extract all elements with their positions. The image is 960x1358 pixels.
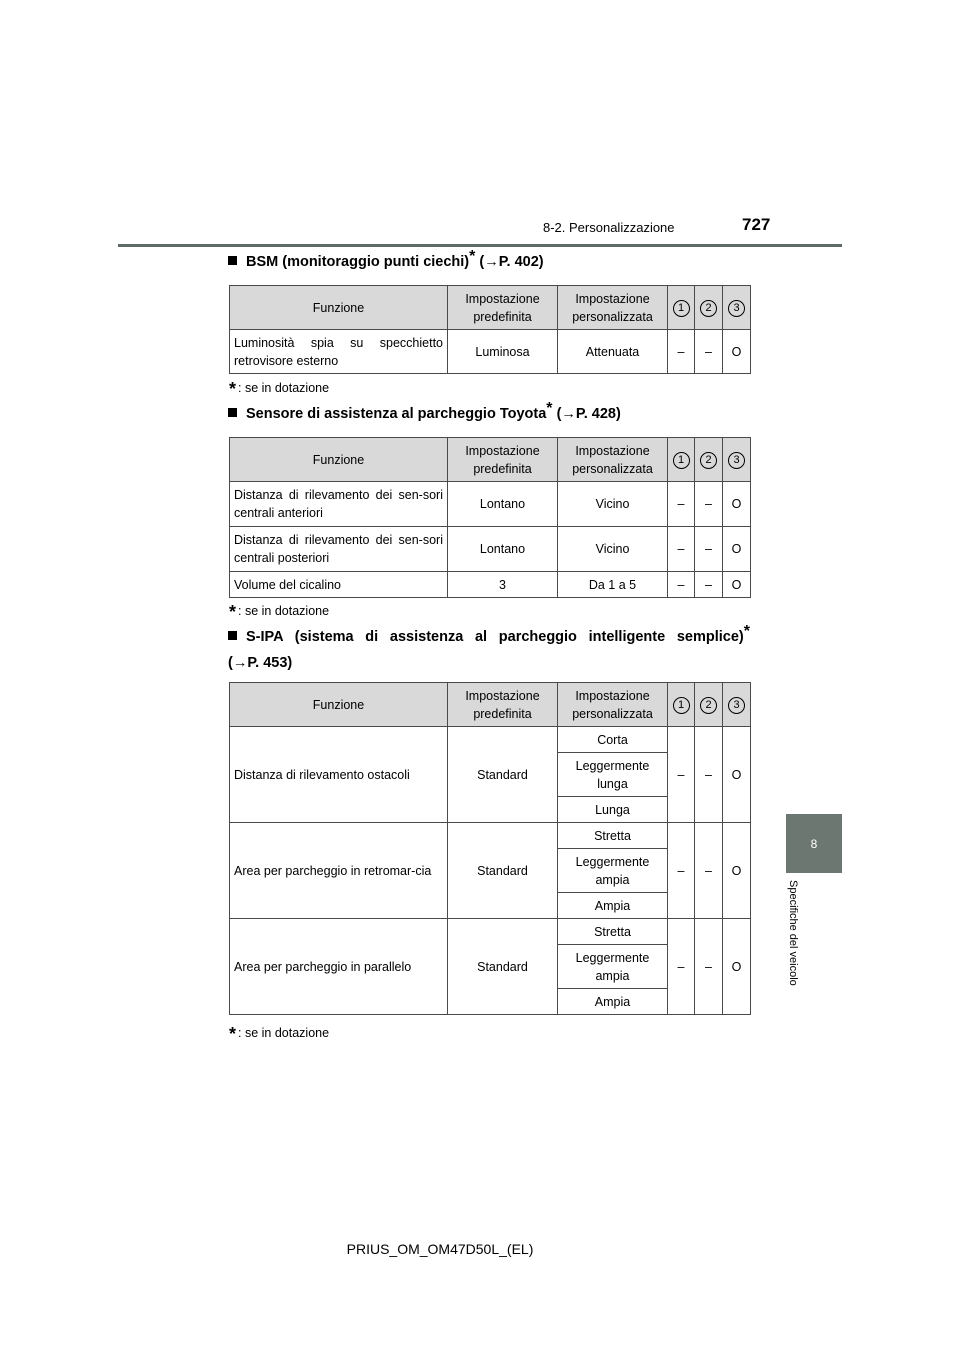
table-header-row: Funzione Impostazione predefinita Impostazione personalizzata 1 2 3 (230, 683, 751, 727)
circled-3-icon: 3 (728, 697, 745, 714)
square-bullet-icon (228, 631, 237, 640)
table-row: Volume del cicalino 3 Da 1 a 5 – – O (230, 572, 751, 598)
chapter-tab (786, 814, 842, 873)
chapter-number: 8 (810, 837, 818, 851)
table-header-row: Funzione Impostazione predefinita Impostazione personalizzata 1 2 3 (230, 286, 751, 330)
table-row: Area per parcheggio in retromar-cia Standard Stretta – – O (230, 823, 751, 849)
footnote: * : se in dotazione (229, 1024, 330, 1044)
square-bullet-icon (228, 408, 237, 417)
table-row: Area per parcheggio in parallelo Standard Stretta – – O (230, 919, 751, 945)
table-row: Ampia (230, 989, 751, 1015)
circled-1-icon: 1 (673, 452, 690, 469)
table-row: Leggermente ampia (230, 849, 751, 893)
table-row: Distanza di rilevamento dei sen-sori centrali anteriori Lontano Vicino – – O (230, 482, 751, 527)
circled-3-icon: 3 (728, 452, 745, 469)
table-row: Leggermente ampia (230, 945, 751, 989)
table-row: Luminosità spia su specchietto retrovisore esterno Luminosa Attenuata – – O (230, 330, 751, 374)
table-row: Distanza di rilevamento dei sen-sori centrali posteriori Lontano Vicino – – O (230, 527, 751, 572)
page-number: 727 (742, 215, 771, 234)
circled-1-icon: 1 (673, 300, 690, 317)
header-rule (118, 244, 842, 247)
table-row: Leggermente lunga (230, 753, 751, 797)
circled-2-icon: 2 (700, 697, 717, 714)
table-row: Ampia (230, 893, 751, 919)
footnote: * : se in dotazione (229, 602, 330, 622)
footnote: * : se in dotazione (229, 379, 330, 399)
table-row: Lunga (230, 797, 751, 823)
circled-3-icon: 3 (728, 300, 745, 317)
circled-1-icon: 1 (673, 697, 690, 714)
circled-2-icon: 2 (700, 452, 717, 469)
document-code: PRIUS_OM_OM47D50L_(EL) (346, 1241, 534, 1257)
section-title-bsm: BSM (monitoraggio punti ciechi)* (→P. 402) (228, 253, 544, 271)
table-header-row: Funzione Impostazione predefinita Impostazione personalizzata 1 2 3 (230, 438, 751, 482)
table-row: Distanza di rilevamento ostacoli Standard Corta – – O (230, 727, 751, 753)
circled-2-icon: 2 (700, 300, 717, 317)
section-breadcrumb: 8-2. Personalizzazione (543, 220, 675, 235)
chapter-label: Specifiche del veicolo (787, 880, 799, 986)
table-sipa (229, 682, 751, 1015)
square-bullet-icon (228, 256, 237, 265)
section-title-sipa: S-IPA (sistema di assistenza al parcheggio intelligente semplice)* (→P. 453) (228, 623, 750, 671)
table-parking-sensor (229, 437, 751, 598)
table-bsm (229, 285, 751, 374)
section-title-parking-sensor: Sensore di assistenza al parcheggio Toyota* (→P. 428) (228, 405, 621, 423)
